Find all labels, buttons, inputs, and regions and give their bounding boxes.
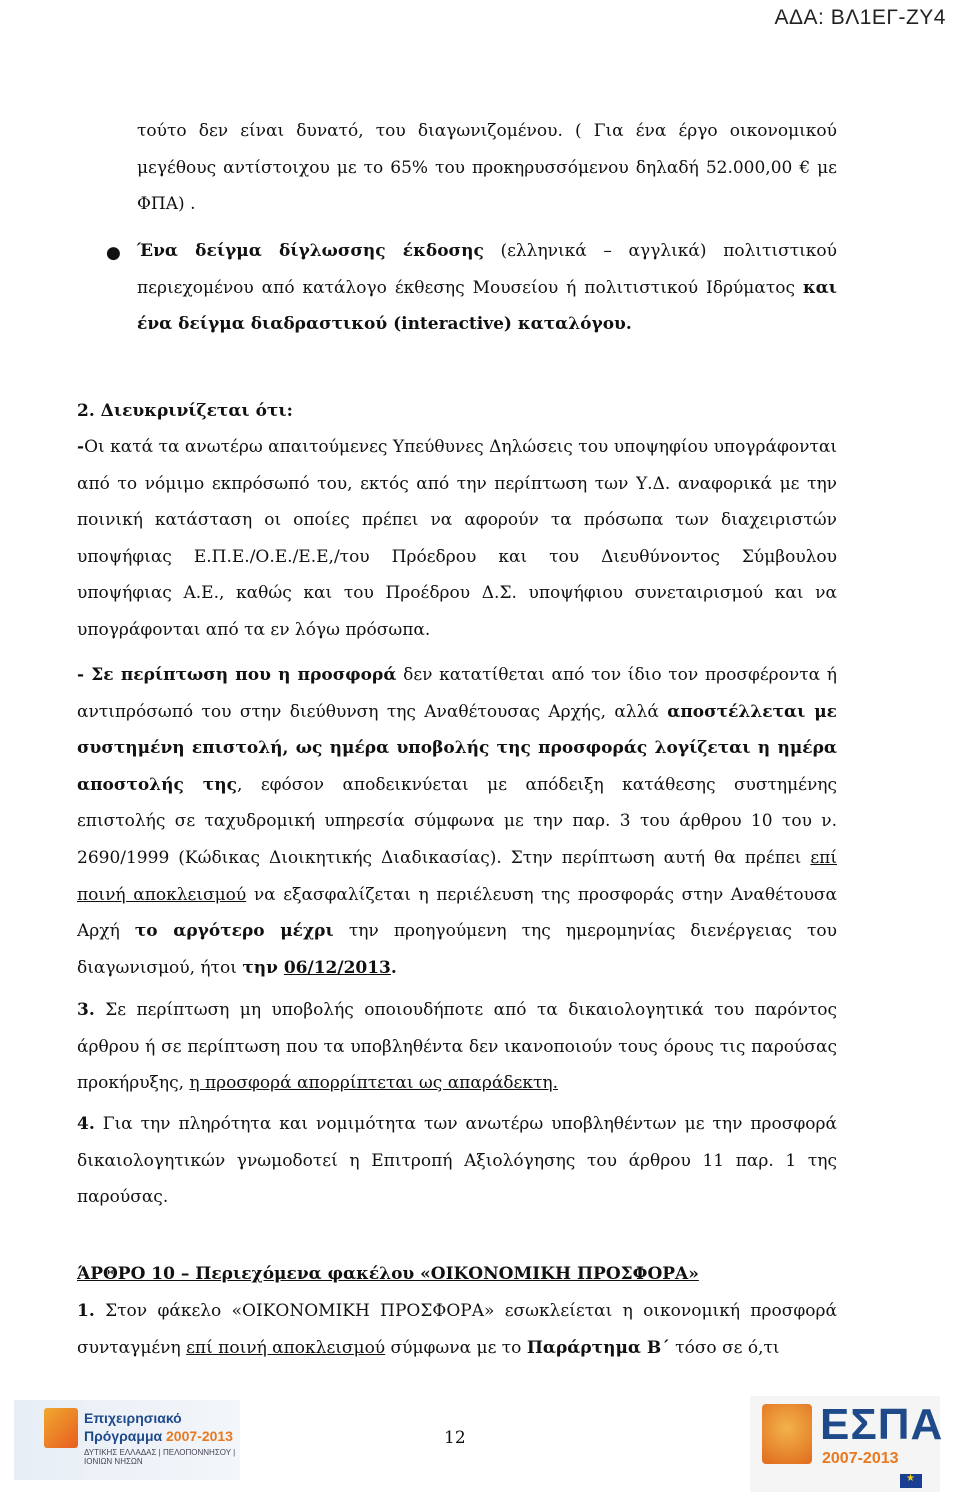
- bullet-text: (ελληνικά – αγγλικά) πολιτιστικού περιεχομένου από κατάλογο έκθεσης Μουσείου ή πολιτιστικού Ιδρύματος: [137, 241, 837, 298]
- operational-programme-logo: [14, 1400, 240, 1480]
- article-10-paragraph-1: [77, 1293, 837, 1366]
- programme-emblem-icon: [44, 1408, 78, 1448]
- logo-left-years: 2007-2013: [166, 1428, 233, 1444]
- p2-text-1: δεν κατατίθεται από τον ίδιο τον προσφέροντα ή αντιπρόσωπό του στην διεύθυνση της Αναθέτουσας Αρχής, αλλά: [77, 665, 837, 722]
- article-10-text-1: Στον φάκελο «ΟΙΚΟΝΟΜΙΚΗ ΠΡΟΣΦΟΡΑ» εσωκλείεται η οικονομική προσφορά συνταγμένη: [77, 1301, 837, 1358]
- dash: -: [77, 437, 85, 457]
- logo-left-line-1: Επιχειρησιακό: [84, 1410, 182, 1426]
- p2-bold-3: το αργότερο μέχρι: [134, 921, 334, 942]
- espa-emblem-icon: [762, 1404, 812, 1464]
- section-3-underlined: η προσφορά απορρίπτεται ως απαράδεκτη.: [189, 1073, 558, 1094]
- logo-left-line-2: [84, 1428, 233, 1444]
- section-2-heading-text: 2. Διευκρινίζεται ότι:: [77, 401, 293, 421]
- p2-text-4: την προηγούμενη της ημερομηνίας διενέργειας του διαγωνισμού, ήτοι: [77, 921, 837, 978]
- p2-text-3: να εξασφαλίζεται η περιέλευση της προσφοράς στην Αναθέτουσα Αρχή: [77, 884, 837, 942]
- ada-code: ΑΔΑ: ΒΛ1ΕΓ-ΖΥ4: [774, 6, 946, 29]
- p2-bold-1: - Σε περίπτωση που η προσφορά: [77, 665, 397, 685]
- eu-flag-icon: [900, 1474, 922, 1488]
- bullet-bold-2: και ένα δείγμα διαδραστικού (interactive) καταλόγου.: [137, 277, 837, 335]
- p2-text-2: , εφόσον αποδεικνύεται με απόδειξη κατάθεσης συστημένης επιστολής σε ταχυδρομική υπηρεσία σύμφωνα με την παρ. 3 του άρθρου 10 του ν. 2690/1999 (Κώδικας Διοικητικής Διαδικασίας). Στην περίπτωση αυτή θα πρέπει: [77, 774, 837, 868]
- p2-underline-1: επί ποινή αποκλεισμού: [77, 847, 837, 905]
- espa-years: 2007-2013: [822, 1450, 899, 1467]
- espa-text: ΕΣΠΑ: [820, 1400, 944, 1449]
- bullet-bold-1: Ένα δείγμα δίγλωσσης έκδοσης: [137, 241, 484, 261]
- article-10-underline: επί ποινή αποκλεισμού: [186, 1337, 386, 1358]
- article-10-text-3: τόσο σε ό,τι: [669, 1337, 780, 1358]
- article-10-bold: Παράρτημα Β΄: [526, 1337, 670, 1358]
- logo-left-small: ΔΥΤΙΚΗΣ ΕΛΛΑΔΑΣ | ΠΕΛΟΠΟΝΝΗΣΟΥ | ΙΟΝΙΩΝ ΝΗΣΩΝ: [84, 1448, 236, 1466]
- section-3-text: Σε περίπτωση μη υποβολής οποιουδήποτε από τα δικαιολογητικά του παρόντος άρθρου ή σε περίπτωση που τα υποβληθέντα δεν ικανοποιούν τους όρους τις παρούσας προκήρυξης,: [77, 1000, 837, 1094]
- section-4-num: 4.: [77, 1114, 95, 1134]
- article-10-num: 1.: [77, 1301, 95, 1321]
- section-3-paragraph: [77, 992, 837, 1102]
- page-number: 12: [444, 1428, 466, 1448]
- article-10-heading: [77, 1256, 837, 1293]
- article-10-heading-text: ΆΡΘΡΟ 10 – Περιεχόμενα φακέλου «ΟΙΚΟΝΟΜΙΚΗ ΠΡΟΣΦΟΡΑ»: [77, 1264, 699, 1284]
- p2-date: 06/12/2013: [283, 957, 391, 978]
- p2-bold-4: την: [242, 957, 284, 978]
- section-4-paragraph: [77, 1106, 837, 1216]
- article-10-text-2: σύμφωνα με το: [385, 1337, 527, 1358]
- bullet-icon: ●: [106, 243, 121, 263]
- paragraph-intro: τούτο δεν είναι δυνατό, του διαγωνιζομένου. ( Για ένα έργο οικονομικού μεγέθους αντίστοιχου με το 65% του προκηρυσσόμενου δηλαδή 52.000,00 € με ΦΠΑ) .: [137, 121, 837, 215]
- p2-bold-2: αποστέλλεται με συστημένη επιστολή, ως ημέρα υποβολής της προσφοράς λογίζεται η ημέρα αποστολής της: [77, 701, 837, 795]
- section-2-heading: [77, 393, 837, 430]
- logo-left-programme: Πρόγραμμα: [84, 1428, 163, 1444]
- section-4-text: Για την πληρότητα και νομιμότητα των ανωτέρω υποβληθέντων με την προσφορά δικαιολογητικών γνωμοδοτεί η Επιτροπή Αξιολόγησης του άρθρου 11 παρ. 1 της παρούσας.: [77, 1114, 837, 1208]
- p2-bold-5: .: [390, 957, 397, 978]
- section-2-paragraph-1: [77, 429, 837, 649]
- section-2-p1-text: Οι κατά τα ανωτέρω απαιτούμενες Υπεύθυνες Δηλώσεις του υποψηφίου υπογράφονται από το νόμιμο εκπρόσωπό του, εκτός από την περίπτωση των Υ.Δ. αναφορικά με την ποινική κατάσταση οι οποίες πρέπει να αφορούν τα πρόσωπα των διαχειριστών υποψήφιας Ε.Π.Ε./Ο.Ε./Ε.Ε,/του Πρόεδρου και του Διευθύνοντος Σύμβουλου υποψήφιας Α.Ε., καθώς και του Προέδρου Δ.Σ. υποψήφιου συνεταιρισμού και να υπογράφονται από τα εν λόγω πρόσωπα.: [77, 437, 837, 640]
- section-3-num: 3.: [77, 1000, 95, 1020]
- section-2-paragraph-2: [77, 657, 837, 986]
- espa-logo: [750, 1396, 944, 1492]
- bullet-item-sample: [137, 233, 837, 343]
